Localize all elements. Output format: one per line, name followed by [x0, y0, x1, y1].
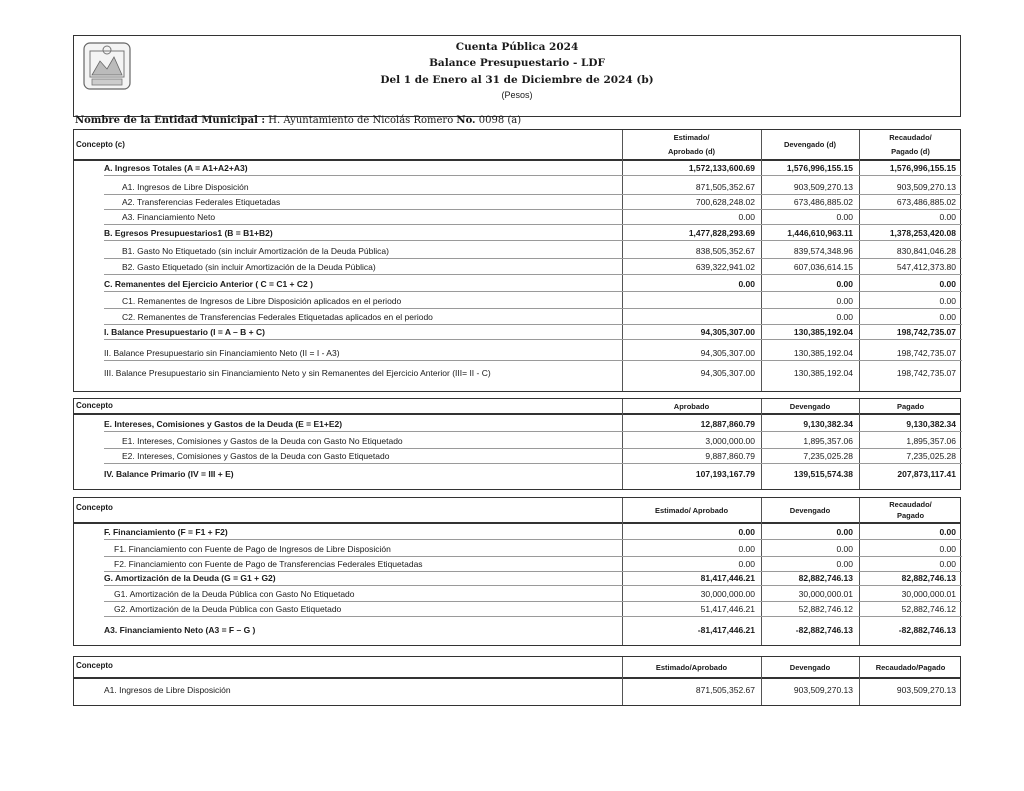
row-label: F1. Financiamiento con Fuente de Pago de Ingresos de Libre Disposición: [114, 544, 391, 554]
row-label: E1. Intereses, Comisiones y Gastos de la Deuda con Gasto No Etiquetado: [122, 436, 403, 446]
estimated-value: 3,000,000.00: [705, 436, 755, 446]
approved-header: Aprobado (d): [667, 147, 716, 156]
row-label: A3. Financiamiento Neto: [122, 212, 216, 222]
estimated-value: 0.00: [738, 544, 755, 554]
row-rule: [104, 308, 962, 309]
budget-balance-table: [73, 129, 961, 392]
report-subtitle: Balance Presupuestario - LDF: [429, 57, 605, 69]
accrued-value: 1,446,610,963.11: [787, 228, 853, 238]
accrued-value: 673,486,885.02: [793, 197, 853, 207]
row-label: B. Egresos Presupuestarios1 (B = B1+B2): [104, 228, 273, 238]
collected-value: 7,235,025.28: [906, 451, 956, 461]
accrued-value: 130,385,192.04: [793, 368, 853, 378]
row-rule: [104, 448, 962, 449]
row-label: B1. Gasto No Etiquetado (sin incluir Amortización de la Deuda Pública): [122, 246, 389, 256]
collected-value: -82,882,746.13: [898, 625, 956, 635]
collected-value: 0.00: [939, 279, 956, 289]
entity-label: Nombre de la Entidad Municipal :: [75, 115, 266, 126]
header-divider: [74, 413, 960, 415]
collected-header: Recaudado/: [889, 500, 932, 509]
estimated-value: 12,887,860.79: [700, 419, 755, 429]
estimated-value: 94,305,307.00: [700, 327, 755, 337]
concept-header: Concepto: [76, 661, 113, 670]
estimated-value: 639,322,941.02: [695, 262, 755, 272]
accrued-value: 903,509,270.13: [793, 685, 853, 695]
row-label: A2. Transferencias Federales Etiquetadas: [122, 197, 281, 207]
row-label: A. Ingresos Totales (A = A1+A2+A3): [104, 163, 248, 173]
accrued-value: 0.00: [836, 559, 853, 569]
row-rule: [104, 539, 962, 540]
estimated-value: 838,505,352.67: [695, 246, 755, 256]
estimated-value: 94,305,307.00: [700, 348, 755, 358]
accrued-value: 1,576,996,155.15: [786, 163, 853, 173]
accrued-value: 0.00: [836, 279, 853, 289]
accrued-value: 0.00: [836, 312, 853, 322]
report-title: Cuenta Pública 2024: [455, 41, 579, 53]
row-label: G. Amortización de la Deuda (G = G1 + G2): [104, 573, 276, 583]
entity-no-label: No.: [456, 115, 476, 126]
collected-value: 0.00: [939, 296, 956, 306]
estimated-value: 1,477,828,293.69: [688, 228, 755, 238]
accrued-value: 52,882,746.12: [798, 604, 853, 614]
free-disposal-table: [73, 656, 961, 706]
row-label: G2. Amortización de la Deuda Pública con Gasto Etiquetado: [114, 604, 342, 614]
row-rule: [104, 360, 962, 361]
collected-value: 198,742,735.07: [896, 368, 956, 378]
estimated-value: 871,505,352.67: [695, 685, 755, 695]
row-label: C2. Remanentes de Transferencias Federales Etiquetadas aplicados en el periodo: [122, 312, 433, 322]
row-rule: [104, 274, 962, 275]
estimated-value: 9,887,860.79: [705, 451, 755, 461]
row-label: E. Intereses, Comisiones y Gastos de la Deuda (E = E1+E2): [104, 419, 343, 429]
estimated-value: 81,417,446.21: [700, 573, 755, 583]
report-period: Del 1 de Enero al 31 de Diciembre de 2024 (b): [380, 74, 654, 86]
collected-value: 673,486,885.02: [896, 197, 956, 207]
header-divider: [74, 159, 960, 161]
row-label: A1. Ingresos de Libre Disposición: [122, 182, 249, 192]
estimated-value: -81,417,446.21: [697, 625, 755, 635]
collected-value: 0.00: [939, 312, 956, 322]
collected-value: 198,742,735.07: [896, 327, 956, 337]
row-rule: [104, 224, 962, 225]
estimated-approved-header: Estimado/Aprobado: [655, 663, 728, 672]
row-label: E2. Intereses, Comisiones y Gastos de la Deuda con Gasto Etiquetado: [122, 451, 390, 461]
collected-value: 0.00: [939, 527, 956, 537]
estimated-header: Estimado/: [673, 133, 710, 142]
paid-header: Pagado (d): [891, 147, 930, 156]
collected-value: 30,000,000.01: [901, 589, 956, 599]
row-label: A1. Ingresos de Libre Disposición: [104, 685, 231, 695]
row-rule: [104, 240, 962, 241]
estimated-value: 0.00: [738, 279, 755, 289]
accrued-header: Devengado: [789, 506, 831, 515]
collected-value: 0.00: [939, 544, 956, 554]
concept-header: Concepto: [76, 503, 113, 512]
collected-value: 207,873,117.41: [897, 469, 956, 479]
financing-table: [73, 497, 961, 646]
estimated-value: 0.00: [738, 212, 755, 222]
accrued-value: 0.00: [836, 296, 853, 306]
paid-header: Pagado: [896, 511, 925, 520]
row-rule: [104, 571, 962, 572]
accrued-value: 607,036,614.15: [793, 262, 853, 272]
concept-header: Concepto: [76, 401, 113, 410]
collected-value: 0.00: [939, 559, 956, 569]
collected-paid-header: Recaudado/Pagado: [875, 663, 946, 672]
row-rule: [104, 194, 962, 195]
estimated-value: 0.00: [738, 527, 755, 537]
collected-header: Recaudado/: [889, 133, 932, 142]
accrued-value: 0.00: [836, 212, 853, 222]
row-label: C. Remanentes del Ejercicio Anterior ( C = C1 + C2 ): [104, 279, 313, 289]
collected-value: 547,412,373.80: [896, 262, 956, 272]
collected-value: 1,895,357.06: [906, 436, 956, 446]
row-label: F2. Financiamiento con Fuente de Pago de Transferencias Federales Etiquetadas: [114, 559, 423, 569]
accrued-header: Devengado: [789, 663, 831, 672]
accrued-value: 839,574,348.96: [793, 246, 853, 256]
accrued-value: -82,882,746.13: [795, 625, 853, 635]
collected-value: 0.00: [939, 212, 956, 222]
collected-value: 198,742,735.07: [896, 348, 956, 358]
row-rule: [104, 258, 962, 259]
collected-value: 9,130,382.34: [906, 419, 956, 429]
accrued-value: 139,515,574.38: [793, 469, 853, 479]
row-rule: [104, 556, 962, 557]
row-label: IV. Balance Primario (IV = III + E): [104, 469, 234, 479]
estimated-value: 0.00: [738, 559, 755, 569]
collected-value: 903,509,270.13: [896, 182, 956, 192]
debt-interest-table: [73, 398, 961, 490]
row-rule: [104, 324, 962, 325]
row-rule: [104, 209, 962, 210]
row-rule: [104, 585, 962, 586]
estimated-value: 700,628,248.02: [695, 197, 755, 207]
collected-value: 903,509,270.13: [896, 685, 956, 695]
accrued-value: 903,509,270.13: [793, 182, 853, 192]
row-rule: [104, 601, 962, 602]
estimated-value: 871,505,352.67: [695, 182, 755, 192]
row-rule: [104, 431, 962, 432]
header-divider: [74, 522, 960, 524]
collected-value: 82,882,746.13: [901, 573, 956, 583]
accrued-value: 7,235,025.28: [803, 451, 853, 461]
accrued-value: 0.00: [836, 527, 853, 537]
entity-line: [75, 115, 965, 126]
row-label: II. Balance Presupuestario sin Financiamiento Neto (II = I - A3): [104, 348, 340, 358]
collected-value: 830,841,046.28: [896, 246, 956, 256]
collected-value: 1,378,253,420.08: [889, 228, 956, 238]
report-units: (Pesos): [501, 90, 533, 100]
row-rule: [104, 291, 962, 292]
entity-number: 0098 (a): [478, 115, 522, 126]
accrued-header: Devengado: [789, 402, 831, 411]
accrued-value: 30,000,000.01: [798, 589, 853, 599]
row-rule: [104, 463, 962, 464]
row-label: B2. Gasto Etiquetado (sin incluir Amortización de la Deuda Pública): [122, 262, 376, 272]
accrued-value: 130,385,192.04: [793, 327, 853, 337]
estimated-approved-header: Estimado/ Aprobado: [654, 506, 729, 515]
estimated-value: 94,305,307.00: [700, 368, 755, 378]
row-label: C1. Remanentes de Ingresos de Libre Disposición aplicados en el periodo: [122, 296, 402, 306]
row-label: F. Financiamiento (F = F1 + F2): [104, 527, 228, 537]
header-divider: [74, 677, 960, 679]
estimated-value: 107,193,167.79: [695, 469, 755, 479]
row-rule: [104, 616, 962, 617]
accrued-value: 0.00: [836, 544, 853, 554]
report-header: [73, 35, 961, 117]
concept-header: Concepto (c): [76, 140, 125, 149]
row-label: III. Balance Presupuestario sin Financiamiento Neto y sin Remanentes del Ejercicio Anterior (III= II - C): [104, 368, 491, 378]
collected-value: 1,576,996,155.15: [889, 163, 956, 173]
accrued-value: 82,882,746.13: [798, 573, 853, 583]
row-label: G1. Amortización de la Deuda Pública con Gasto No Etiquetado: [114, 589, 355, 599]
entity-name: H. Ayuntamiento de Nicolás Romero: [268, 115, 454, 126]
estimated-value: 30,000,000.00: [700, 589, 755, 599]
estimated-value: 51,417,446.21: [700, 604, 755, 614]
approved-header: Aprobado: [673, 402, 710, 411]
accrued-header: Devengado (d): [783, 140, 837, 149]
collected-value: 52,882,746.12: [901, 604, 956, 614]
row-label: A3. Financiamiento Neto (A3 = F – G ): [104, 625, 256, 635]
paid-header: Pagado: [896, 402, 925, 411]
row-label: I. Balance Presupuestario (I = A – B + C): [104, 327, 265, 337]
row-rule: [104, 339, 962, 340]
accrued-value: 130,385,192.04: [793, 348, 853, 358]
row-rule: [104, 175, 962, 176]
accrued-value: 1,895,357.06: [803, 436, 853, 446]
accrued-value: 9,130,382.34: [803, 419, 853, 429]
estimated-value: 1,572,133,600.69: [688, 163, 755, 173]
